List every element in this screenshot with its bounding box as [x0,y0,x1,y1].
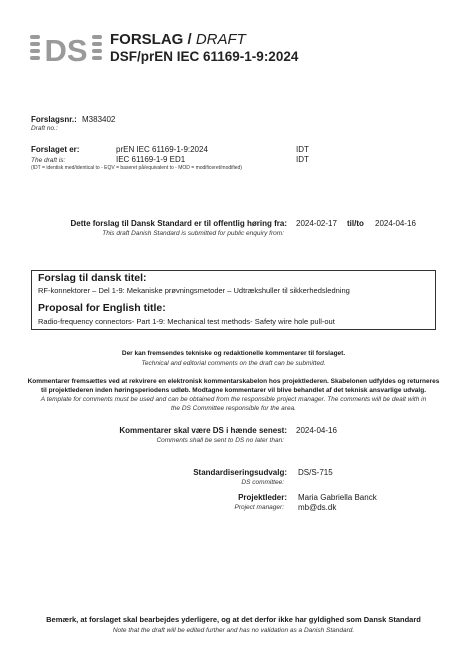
committee-value: DS/S-715 [298,468,333,477]
enquiry-to-date: 2024-04-16 [375,219,416,228]
committee-label-en: DS committee: [241,479,284,486]
footer-notice: Bemærk, at forslaget skal bearbejdes yderligere, og at det derfor ikke har gyldighed som Dansk Standard [46,615,421,624]
proposal-is-row1-value: prEN IEC 61169-1-9:2024 [116,145,208,154]
standard-reference: DSF/prEN IEC 61169-1-9:2024 [110,49,299,64]
proposal-no-label: Forslagsnr.: [31,115,77,124]
draft-label: DRAFT [195,31,246,48]
enquiry-from-date: 2024-02-17 [296,219,337,228]
proposal-is-row1-code: IDT [296,145,309,154]
committee-label: Standardiseringsudvalg: [193,468,287,477]
enquiry-label: Dette forslag til Dansk Standard er til offentlig høring fra: [70,219,287,228]
english-title-heading: Proposal for English title: [38,302,166,314]
deadline-label-en: Comments shall be sent to DS no later than: [156,437,284,444]
equivalence-note: (IDT = identisk med/identical to - EQV = baseret på/equivalent to - MOD = modificeret/modified) [31,165,242,171]
project-manager-email[interactable]: mb@ds.dk [298,503,337,512]
comments-info-en: Technical and editorial comments on the draft can be submitted. [141,360,326,367]
comments-info: Der kan fremsendes tekniske og redaktionelle kommentarer til forslaget. [121,350,346,357]
comments-paragraph-line1: Kommentarer fremsættes ved at rekvirere en elektronisk kommentarskabelon hos projektlederen. Skabelonen udfyldes og returneres [27,378,440,385]
logo-text: DS [44,33,88,66]
project-manager-label: Projektleder: [238,493,287,502]
comments-paragraph-line4: the DS Committee responsible for the area. [170,405,296,412]
footer-notice-en: Note that the draft will be edited further and has no validation as a Danish Standard. [112,627,355,634]
comments-paragraph-line3: A template for comments must be used and can be obtained from the responsible project manager. The comments will be dealt with in [40,396,427,403]
project-manager-label-en: Project manager: [234,504,284,511]
proposal-is-label: Forslaget er: [31,145,80,154]
deadline-label: Kommentarer skal være DS i hænde senest: [119,426,287,435]
danish-title-heading: Forslag til dansk titel: [38,272,147,284]
english-title: Radio-frequency connectors- Part 1-9: Mechanical test methods- Safety wire hole pull-out [38,317,335,326]
danish-title: RF-konnektorer – Del 1-9: Mekaniske prøvningsmetoder – Udtrækshuller til sikkerhedsledning [38,286,350,295]
enquiry-label-en: This draft Danish Standard is submitted for public enquiry from: [102,230,284,237]
proposal-is-label-en: The draft is: [31,157,66,164]
enquiry-to-label: til/to [347,219,364,228]
page-title: FORSLAG / DRAFT [110,31,246,48]
proposal-no-value: M383402 [82,115,116,124]
ds-logo [30,32,102,66]
proposal-no-label-en: Draft no.: [31,125,58,132]
project-manager-name: Maria Gabriella Banck [298,493,377,502]
proposal-is-row2-code: IDT [296,155,309,164]
deadline-date: 2024-04-16 [296,426,337,435]
proposal-is-row2-value: IEC 61169-1-9 ED1 [116,155,186,164]
comments-paragraph-line2: til projektlederen inden høringsperiodens udløb. Modtagne kommentarer vil blive behandlet af det teknisk ansvarlige udvalg. [40,387,427,394]
